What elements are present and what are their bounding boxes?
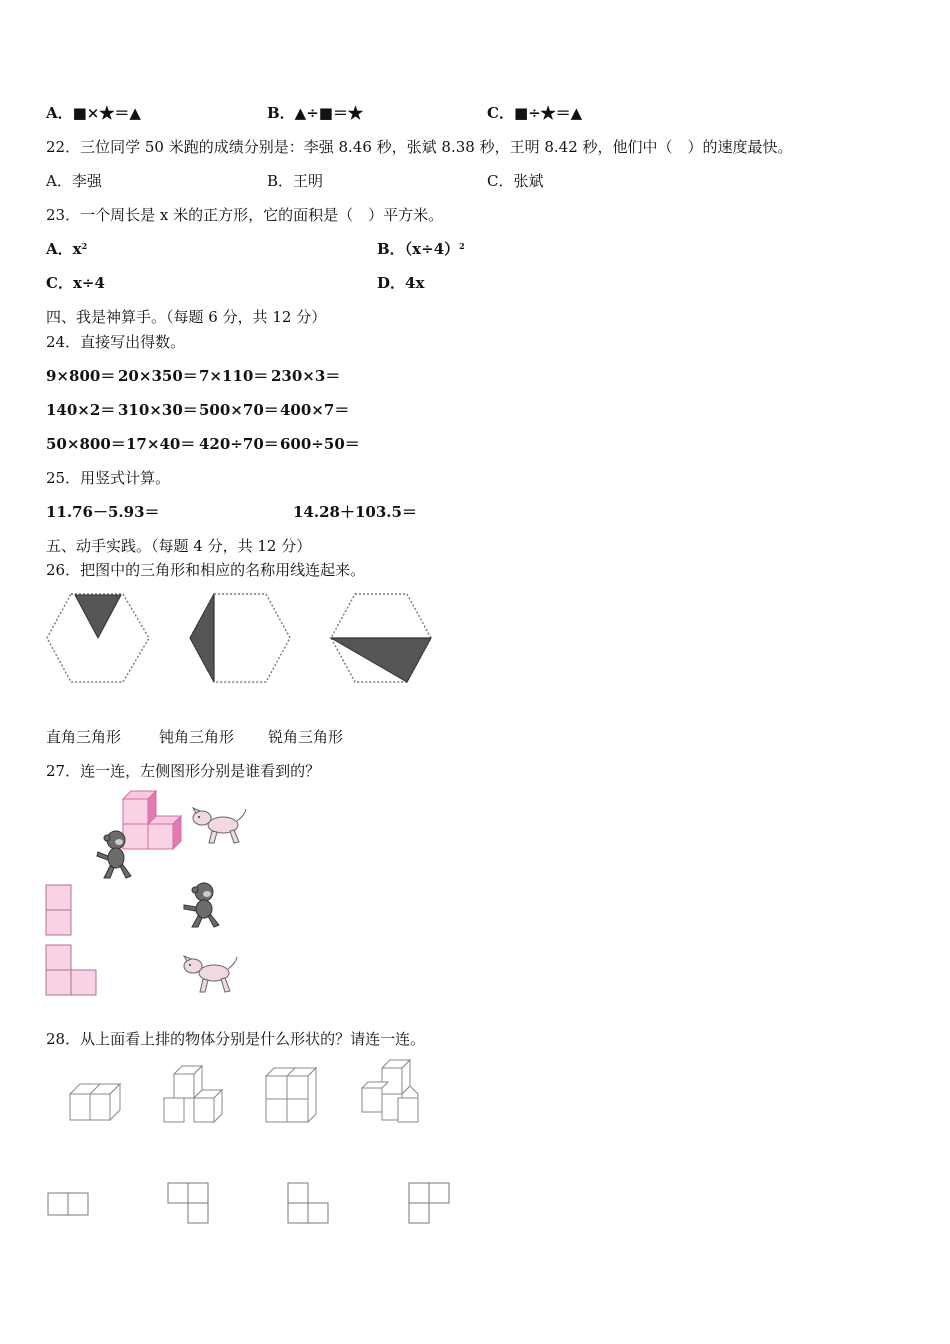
dog-icon	[180, 952, 240, 996]
q24-item: 17×40＝	[126, 435, 196, 453]
section-4-heading: 四、我是神算手。（每题 6 分，共 12 分）	[46, 308, 327, 326]
dog-icon	[190, 805, 248, 847]
q21-option-a: A．■×★＝▲	[46, 104, 141, 122]
q25-expr-1: 11.76－5.93＝	[46, 503, 160, 521]
hexagon-acute-triangle-figure	[45, 592, 151, 684]
q23-option-b: B．$(x\div 4)^2$	[377, 240, 465, 258]
q23-option-d: D．4x	[377, 274, 425, 292]
q24-item: 9×800＝	[46, 367, 116, 385]
cube-object-square-block	[264, 1066, 324, 1126]
q24-item: 230×3＝	[271, 367, 341, 385]
top-view-l-shape-left	[408, 1182, 452, 1226]
q24-item: 600÷50＝	[280, 435, 360, 453]
q22-option-c: C．张斌	[487, 172, 544, 190]
q24-item: 310×30＝	[118, 401, 198, 419]
q24-item: 50×800＝	[46, 435, 126, 453]
top-view-two-squares	[47, 1192, 91, 1218]
q23-option-c: C．x÷4	[46, 274, 105, 292]
monkey-icon	[180, 880, 224, 930]
q24-item: 400×7＝	[280, 401, 350, 419]
q24-item: 20×350＝	[118, 367, 198, 385]
cube-object-stair	[160, 1064, 228, 1126]
q25-expr-2: 14.28＋103.5＝	[293, 503, 417, 521]
section-5-heading: 五、动手实践。（每题 4 分，共 12 分）	[46, 537, 312, 555]
q22-option-b: B．王明	[267, 172, 324, 190]
top-view-l-shape-bottom	[287, 1182, 331, 1226]
q24-item: 7×110＝	[199, 367, 269, 385]
triangle-name-right: 直角三角形	[46, 728, 122, 746]
q26-stem: 26．把图中的三角形和相应的名称用线连起来。	[46, 561, 366, 579]
q25-stem: 25．用竖式计算。	[46, 469, 171, 487]
q21-option-c: C．■÷★＝▲	[487, 104, 583, 122]
q28-stem: 28．从上面看上排的物体分别是什么形状的？请连一连。	[46, 1030, 426, 1048]
top-view-l-shape-right	[167, 1182, 211, 1226]
q24-stem: 24．直接写出得数。	[46, 333, 186, 351]
view-l-shape-squares	[45, 944, 99, 998]
q23-option-a: A．$x^2$	[46, 240, 88, 258]
triangle-name-obtuse: 钝角三角形	[159, 728, 235, 746]
view-two-stacked-squares	[45, 884, 73, 938]
cube-object-tower	[358, 1058, 424, 1126]
q22-stem: 22．三位同学 50 米跑的成绩分别是：李强 8.46 秒，张斌 8.38 秒，王明 8.42 秒，他们中（ ）的速度最快。	[46, 138, 793, 156]
hexagon-obtuse-triangle-figure	[329, 592, 433, 684]
q24-item: 420÷70＝	[199, 435, 279, 453]
q21-option-b: B．▲÷■＝★	[267, 104, 363, 122]
monkey-icon	[92, 828, 136, 882]
q27-stem: 27．连一连，左侧图形分别是谁看到的？	[46, 762, 321, 780]
triangle-name-acute: 锐角三角形	[268, 728, 344, 746]
q22-option-a: A．李强	[46, 172, 102, 190]
q23-stem: 23．一个周长是 x 米的正方形，它的面积是（ ）平方米。	[46, 206, 444, 224]
hexagon-right-triangle-figure	[188, 592, 292, 684]
cube-object-two-wide	[66, 1076, 124, 1124]
q24-item: 500×70＝	[199, 401, 279, 419]
q24-item: 140×2＝	[46, 401, 116, 419]
